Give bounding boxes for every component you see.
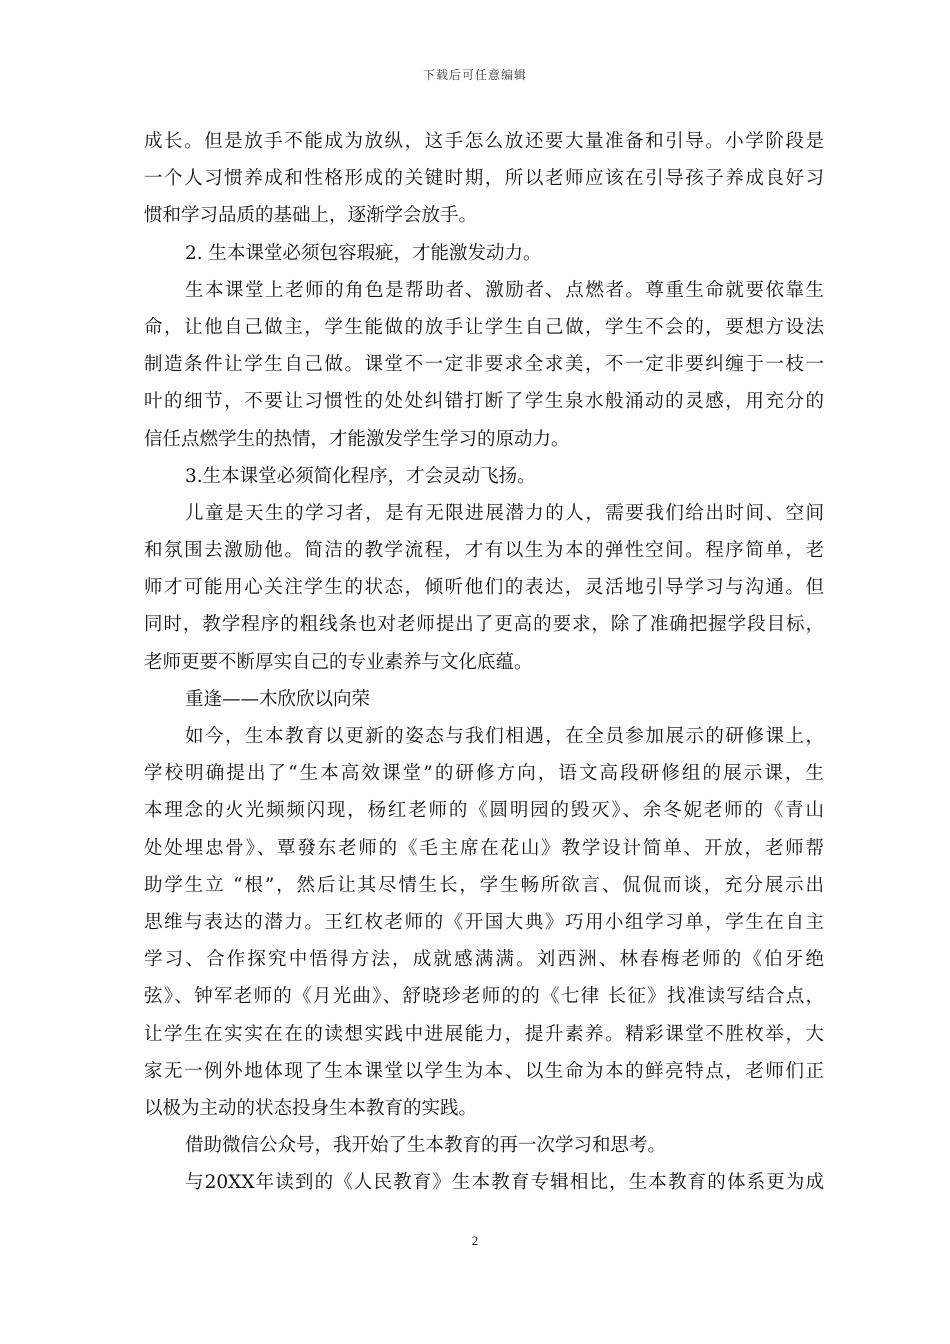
text-line: 惯和学习品质的基础上，逐渐学会放手。 xyxy=(144,205,478,227)
text-line: 同时，教学程序的粗线条也对老师提出了更高的要求，除了准确把握学段目标， xyxy=(144,614,824,636)
text-line: 与20XX年读到的《人民教育》生本教育专辑相比，生本教育的体系更为成 xyxy=(185,1172,824,1194)
text-line: 叶的细节，不要让习惯性的处处纠错打断了学生泉水般涌动的灵感，用充分的 xyxy=(144,391,824,413)
text-line: 助学生立 “根”，然后让其尽情生长，学生畅所欲言、侃侃而谈，充分展示出 xyxy=(144,874,824,896)
text-line: 如今，生本教育以更新的姿态与我们相遇，在全员参加展示的研修课上， xyxy=(185,726,824,747)
text-line: 学校明确提出了“生本高效课堂”的研修方向，语文高段研修组的展示课，生 xyxy=(144,763,824,785)
text-line: 让学生在实实在在的读想实践中进展能力，提升素养。精彩课堂不胜枚举，大 xyxy=(144,1023,824,1045)
text-line: 以极为主动的状态投身生本教育的实践。 xyxy=(144,1097,478,1119)
text-line: 3.生本课堂必须简化程序，才会灵动飞扬。 xyxy=(185,465,536,487)
text-line: 家无一例外地体现了生本课堂以学生为本、以生命为本的鲜亮特点，老师们正 xyxy=(144,1060,824,1082)
text-line: 儿童是天生的学习者，是有无限进展潜力的人，需要我们给出时间、空间 xyxy=(185,502,824,524)
text-line: 学习、合作探究中悟得方法，成就感满满。刘西洲、林春梅老师的《伯牙绝 xyxy=(144,949,824,971)
page-header: 下载后可任意编辑 xyxy=(422,68,527,82)
document-body xyxy=(144,123,824,1201)
page-number: 2 xyxy=(471,1233,479,1248)
text-line: 处处埋忠骨》、覃發东老师的《毛主席在花山》教学设计简单、开放，老师帮 xyxy=(144,837,824,859)
text-line: 生本课堂上老师的角色是帮助者、激励者、点燃者。尊重生命就要依靠生 xyxy=(185,279,824,301)
text-line: 思维与表达的潜力。王红枚老师的《开国大典》巧用小组学习单，学生在自主 xyxy=(144,911,824,933)
text-line: 和氛围去激励他。简洁的教学流程，才有以生为本的弹性空间。程序简单，老 xyxy=(144,540,824,562)
text-line: 借助微信公众号，我开始了生本教育的再一次学习和思考。 xyxy=(185,1135,667,1157)
text-line: 制造条件让学生自己做。课堂不一定非要求全求美，不一定非要纠缠于一枝一 xyxy=(144,354,824,376)
text-line: 一个人习惯养成和性格形成的关键时期，所以老师应该在引导孩子养成良好习 xyxy=(144,168,824,190)
text-line: 成长。但是放手不能成为放纵，这手怎么放还要大量准备和引导。小学阶段是 xyxy=(144,131,824,152)
text-line: 2. 生本课堂必须包容瑕疵，才能激发动力。 xyxy=(185,242,542,264)
text-line: 弦》、钟军老师的《月光曲》、舒晓珍老师的的《七律 长征》找准读写结合点， xyxy=(144,986,824,1008)
text-line: 重逢——木欣欣以向荣 xyxy=(185,688,371,710)
text-line: 老师更要不断厚实自己的专业素养与文化底蕴。 xyxy=(144,651,533,673)
text-line: 师才可能用心关注学生的状态，倾听他们的表达，灵活地引导学习与沟通。但 xyxy=(144,577,824,599)
text-line: 命，让他自己做主，学生能做的放手让学生自己做，学生不会的，要想方设法 xyxy=(144,316,824,338)
text-line: 信任点燃学生的热情，才能激发学生学习的原动力。 xyxy=(144,428,570,450)
text-line: 本理念的火光频频闪现，杨红老师的《圆明园的毁灭》、余冬妮老师的《青山 xyxy=(144,800,824,822)
